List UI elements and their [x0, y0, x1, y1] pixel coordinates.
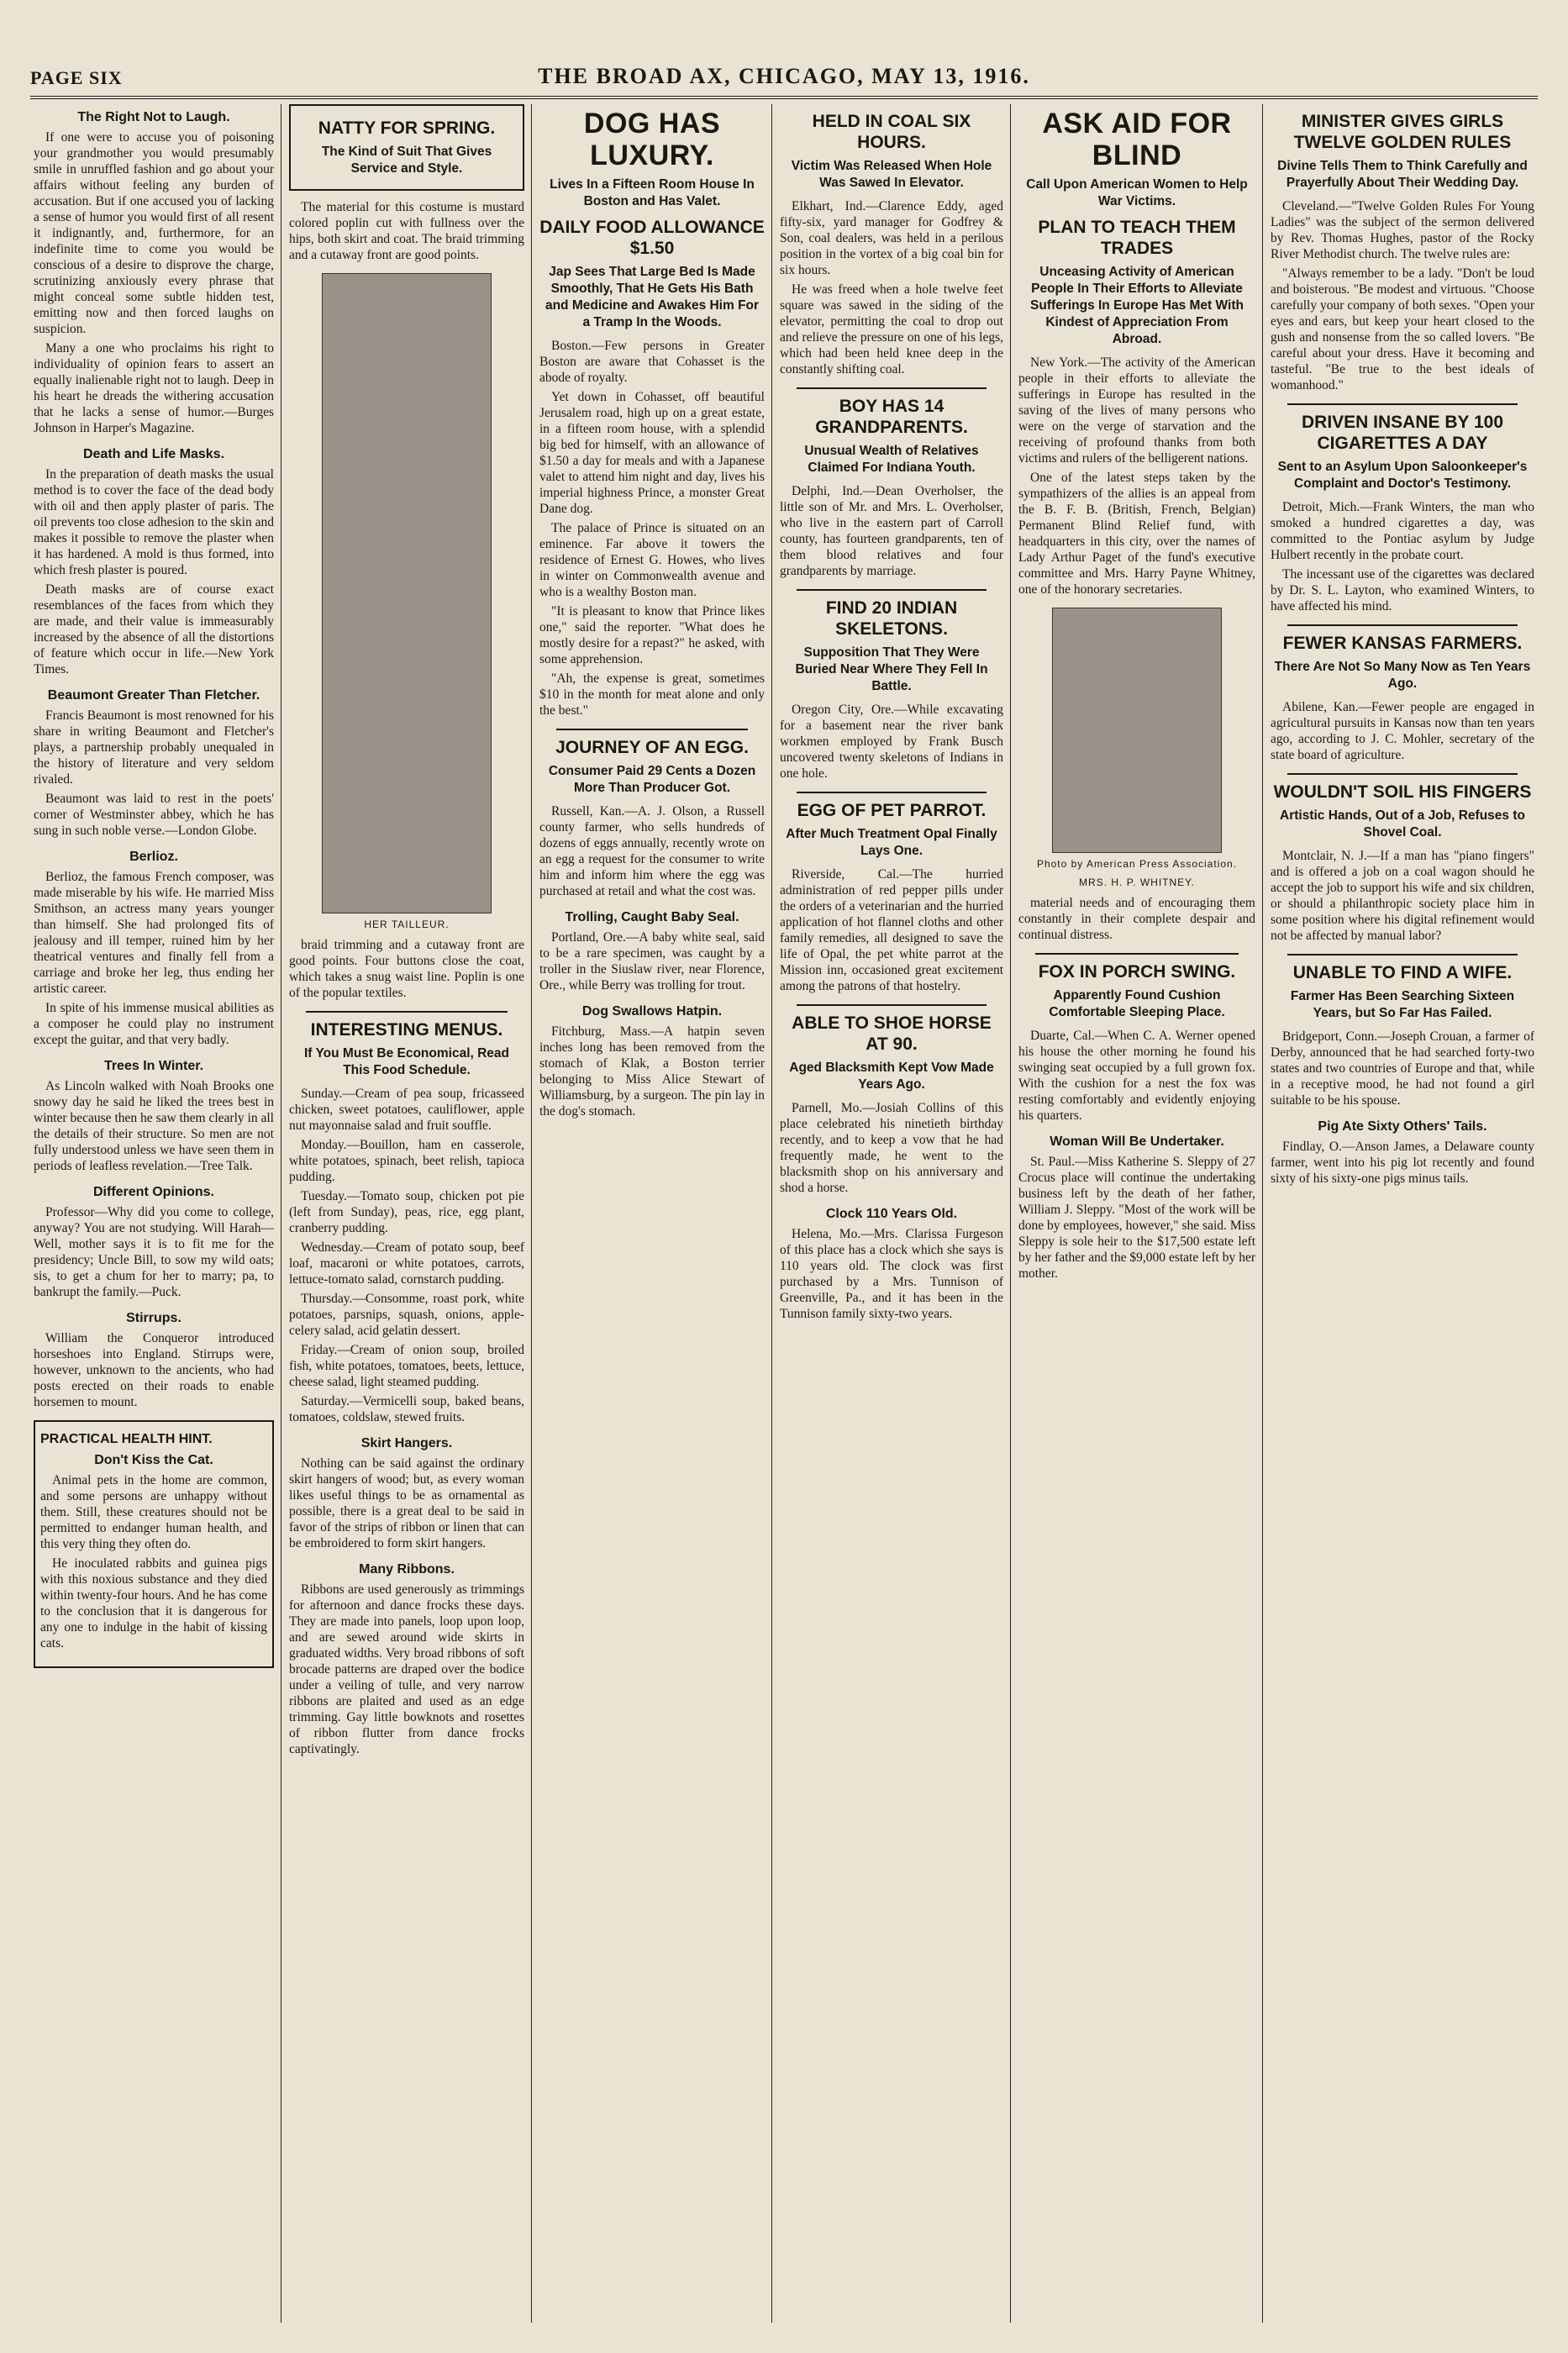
- article-stirrups: [34, 1310, 274, 1410]
- headline: PRACTICAL HEALTH HINT.: [40, 1432, 213, 1446]
- paragraph: Wednesday.—Cream of potato soup, beef loaf, macaroni or white potatoes, carrots, lettuce-tomato salad, cornstarch pudding.: [289, 1240, 524, 1287]
- divider: [1287, 773, 1518, 775]
- paragraph: Ribbons are used generously as trimmings for afternoon and dance frocks these days. They are made into panels, loop upon loop, and are sewed around wide skirts in graduated widths. Very broad ribbons of soft brocade patterns are draped over the bodice under a veiling of tulle, and very narrow ribbons are plaited and used as an edge trimming. Gay little bowknots and rosettes of ribbon flutter from dance frocks captivatingly.: [289, 1582, 524, 1756]
- article-skirt-hangers: [289, 1435, 524, 1551]
- deck: Apparently Found Cushion Comfortable Sleeping Place.: [1049, 988, 1225, 1019]
- divider: [1287, 403, 1518, 405]
- article-pig-tails: [1271, 1119, 1534, 1187]
- article-undertaker: [1018, 1134, 1255, 1282]
- divider: [1287, 624, 1518, 626]
- paragraph: Yet down in Cohasset, off beautiful Jerusalem road, high up on a great estate, in a fifteen room house, with a splendid big bed for himself, with an allowance of $1.50 a day for meals and with a Japanese valet to attend him night and day, lives his imperial highness Prince, a monster Great Dane dog.: [539, 390, 765, 516]
- headline: Clock 110 Years Old.: [825, 1207, 958, 1221]
- paragraph: Parnell, Mo.—Josiah Collins of this place celebrated his ninetieth birthday recently, and to keep a vow that he had frequently made, he went to the blacksmith shop on his anniversary and shod a horse.: [780, 1101, 1003, 1195]
- article-health-hint: [40, 1472, 267, 1651]
- column-2: [289, 104, 524, 2323]
- article-kansas-farmers: [1271, 633, 1534, 763]
- headline: Berlioz.: [129, 850, 178, 864]
- paragraph: "It is pleasant to know that Prince likes one," said the reporter. "What does he mostly desire for a repast?" he asked, with some apprehension.: [539, 604, 765, 666]
- article-fashion: [289, 199, 524, 263]
- paragraph: "Ah, the expense is great, sometimes $10 in the month for meat alone and only the best.": [539, 671, 765, 718]
- column-rule: [1010, 104, 1011, 2323]
- paragraph: "Always remember to be a lady. "Don't be loud and boisterous. "Be modest and virtuous. "Choose carefully your company of both sexes. "Open your eyes and ears, but keep your heart closed to the gush and nonsense from the so called lovers. "Be careful about your dress. Have it becoming and tasteful. "Be true to the best ideals of womanhood.": [1271, 266, 1534, 392]
- deck: The Kind of Suit That Gives Service and Style.: [321, 145, 492, 176]
- paragraph: material needs and of encouraging them constantly in their complete despair and continual distress.: [1018, 896, 1255, 942]
- column-rule: [1262, 104, 1263, 2323]
- paragraph: The palace of Prince is situated on an eminence. Far above it towers the residence of Ernest G. Howes, who lives in winter on Commonwealth avenue and who is a wealthy Boston man.: [539, 521, 765, 599]
- photo-caption: MRS. H. P. WHITNEY.: [1079, 876, 1195, 888]
- column-1: [34, 104, 274, 2323]
- article-old-clock: [780, 1206, 1003, 1322]
- deck: Victim Was Released When Hole Was Sawed In Elevator.: [791, 159, 992, 190]
- deck: Divine Tells Them to Think Carefully and Prayerfully About Their Wedding Day.: [1277, 159, 1528, 190]
- fashion-box: [289, 104, 524, 191]
- article-menus: [289, 1019, 524, 1425]
- column-6: [1271, 104, 1534, 2323]
- paragraph: Montclair, N. J.—If a man has "piano fingers" and is offered a job on a coal wagon should he accept the job to support his wife and six children, or should a philanthropic society place him in some position where his digital refinement would not be affected by manual labor?: [1271, 849, 1534, 943]
- headline: EGG OF PET PARROT.: [797, 801, 987, 820]
- paragraph: Animal pets in the home are common, and some persons are unhappy without them. Still, these creatures should not be permitted to endanger human health, and this very thing they often do.: [40, 1473, 267, 1551]
- column-3: [539, 104, 765, 2323]
- subhead: Don't Kiss the Cat.: [94, 1453, 213, 1467]
- headline: Death and Life Masks.: [82, 447, 225, 461]
- headline: Skirt Hangers.: [360, 1436, 453, 1450]
- article-trees-in-winter: [34, 1058, 274, 1174]
- masthead: [30, 59, 1538, 99]
- headline: Woman Will Be Undertaker.: [1050, 1134, 1224, 1149]
- headline: FOX IN PORCH SWING.: [1038, 962, 1236, 982]
- article-dog-luxury: [539, 108, 765, 719]
- deck: Call Upon American Women to Help War Victims.: [1026, 177, 1248, 208]
- divider: [1287, 954, 1518, 955]
- paragraph: Cleveland.—"Twelve Golden Rules For Young Ladies" was the subject of the sermon delivered by Rev. Thomas Hughes, pastor of the Rocky River Methodist church. The twelve rules are:: [1271, 199, 1534, 261]
- article-indian-skeletons: [780, 597, 1003, 782]
- paragraph: braid trimming and a cutaway front are good points. Four buttons close the coat, which takes a snug waist line. Poplin is one of the popular textiles.: [289, 938, 524, 1000]
- paragraph: Saturday.—Vermicelli soup, baked beans, tomatoes, coldslaw, stewed fruits.: [289, 1394, 524, 1424]
- article-dog-hatpin: [539, 1003, 765, 1119]
- subhead: DAILY FOOD ALLOWANCE $1.50: [539, 218, 765, 258]
- paragraph: Riverside, Cal.—The hurried administration of red pepper pills under the orders of a veterinarian and the hurried application of hot flannel cloths and other family remedies, all designed to save the life of Opal, the pet white parrot at the Mission inn, occasioned great excitement among the patrons of that hostelry.: [780, 867, 1003, 993]
- article-different-opinions: [34, 1184, 274, 1300]
- article-many-ribbons: [289, 1561, 524, 1757]
- paragraph: In the preparation of death masks the usual method is to cover the face of the dead body with oil and then apply plaster of paris. The oil prevents too close adhesion to the skin and makes it possible to remove the plaster when it has hardened. A mold is thus formed, into which fresh plaster is poured.: [34, 467, 274, 577]
- headline: Trolling, Caught Baby Seal.: [565, 910, 739, 924]
- column-rule: [281, 104, 282, 2323]
- headline: HELD IN COAL SIX HOURS.: [812, 112, 971, 152]
- photo-caption: HER TAILLEUR.: [364, 919, 450, 930]
- headline: UNABLE TO FIND A WIFE.: [1292, 963, 1513, 982]
- column-rule: [771, 104, 772, 2323]
- article-cigarettes: [1271, 412, 1534, 614]
- headline: BOY HAS 14 GRANDPARENTS.: [815, 397, 968, 437]
- headline: MINISTER GIVES GIRLS TWELVE GOLDEN RULES: [1293, 112, 1512, 152]
- article-soil-fingers: [1271, 782, 1534, 944]
- column-5: [1018, 104, 1255, 2323]
- headline: Beaumont Greater Than Fletcher.: [47, 688, 260, 703]
- article-right-not-to-laugh: [34, 109, 274, 436]
- paragraph: The material for this costume is mustard colored poplin cut with fullness over the hips, both skirt and coat. The braid trimming and a cutaway front are good points.: [289, 200, 524, 262]
- article-pet-parrot: [780, 800, 1003, 994]
- paragraph: In spite of his immense musical abilities as a composer he could play no instrument except the guitar, and that very badly.: [34, 1001, 274, 1047]
- paragraph: Oregon City, Ore.—While excavating for a basement near the river bank workmen employed by Frank Busch uncovered twenty skeletons of Indians in one hole.: [780, 703, 1003, 781]
- paragraph: Bridgeport, Conn.—Joseph Crouan, a farmer of Derby, announced that he had searched forty-two states and two countries of Europe and that, while in a receptive mood, he had not found a girl suitable to be his spouse.: [1271, 1029, 1534, 1108]
- divider: [797, 589, 987, 591]
- health-hint-box: [34, 1420, 274, 1668]
- article-find-wife: [1271, 962, 1534, 1108]
- article-shoe-horse: [780, 1013, 1003, 1196]
- divider: [797, 1004, 987, 1006]
- paragraph: Tuesday.—Tomato soup, chicken pot pie (left from Sunday), peas, rice, egg plant, cranberry pudding.: [289, 1189, 524, 1235]
- headline: ASK AID FOR BLIND: [1042, 108, 1232, 171]
- deck: Jap Sees That Large Bed Is Made Smoothly, That He Gets His Bath and Medicine and Awakes Him For a Tramp In the Woods.: [545, 265, 760, 329]
- article-baby-seal: [539, 909, 765, 993]
- headline: NATTY FOR SPRING.: [318, 118, 496, 138]
- paragraph: Portland, Ore.—A baby white seal, said to be a rare specimen, was caught by a troller in the Siuslaw river, near Florence, Ore., while Berry was trolling for trout.: [539, 930, 765, 992]
- divider: [797, 387, 987, 389]
- headline: Trees In Winter.: [103, 1059, 204, 1073]
- headline: FIND 20 INDIAN SKELETONS.: [825, 598, 958, 639]
- paragraph: Duarte, Cal.—When C. A. Werner opened his house the other morning he found his swinging seat occupied by a full grown fox. With the cushion for a nest the fox was resting comfortably and evidently enjoying his quarters.: [1018, 1029, 1255, 1123]
- paragraph: Friday.—Cream of onion soup, broiled fish, white potatoes, tomatoes, beets, lettuce, cheese salad, light steamed pudding.: [289, 1343, 524, 1389]
- article-aid-for-blind: [1018, 108, 1255, 597]
- paragraph: As Lincoln walked with Noah Brooks one snowy day he said he liked the trees best in winter because then he saw them clearly in all the details of their structure. So men are not fully understood unless we have seen them in periods of leafless revelation.—Tree Talk.: [34, 1079, 274, 1173]
- divider: [797, 792, 987, 793]
- deck: Lives In a Fifteen Room House In Boston and Has Valet.: [550, 177, 755, 208]
- paragraph: Many a one who proclaims his right to individuality of opinion fears to assert an equally inalienable right not to laugh. Deep in his heart he dreads the withering accusation that he lacks a sense of humor.—Burges Johnson in Harper's Magazine.: [34, 341, 274, 435]
- article-beaumont: [34, 687, 274, 839]
- headline: ABLE TO SHOE HORSE AT 90.: [792, 1013, 992, 1054]
- paragraph: Abilene, Kan.—Fewer people are engaged in agricultural pursuits in Kansas now than ten years ago, according to J. C. Mohler, secretary of the state board of agriculture.: [1271, 700, 1534, 762]
- paragraph: Delphi, Ind.—Dean Overholser, the little son of Mr. and Mrs. L. Overholser, who live in the eastern part of Carroll county, has fourteen grandparents, ten of them blood relatives and four grandparents by marriage.: [780, 484, 1003, 578]
- article-fashion-cont: [289, 937, 524, 1001]
- divider: [306, 1011, 508, 1013]
- headline: WOULDN'T SOIL HIS FINGERS: [1273, 782, 1532, 802]
- paragraph: Detroit, Mich.—Frank Winters, the man who smoked a hundred cigarettes a day, was committed to the Pontiac asylum by Judge Hulbert recently in the probate court.: [1271, 500, 1534, 562]
- paragraph: Russell, Kan.—A. J. Olson, a Russell county farmer, who sells hundreds of dozens of eggs annually, recently wrote on an egg a request for the consumer to write him and inform him where the egg was purchased at retail and what the cost was.: [539, 804, 765, 898]
- article-death-masks: [34, 446, 274, 677]
- paragraph: Elkhart, Ind.—Clarence Eddy, aged fifty-six, yard manager for Godfrey & Son, coal dealers, was held in a perilous position in the vortex of a big coal bin for six hours.: [780, 199, 1003, 277]
- fashion-illustration: [322, 273, 492, 913]
- headline: Stirrups.: [126, 1311, 182, 1325]
- paragraph: Francis Beaumont is most renowned for his share in writing Beaumont and Fletcher's plays, a partnership probably unequaled in the history of literature and very seldom rivaled.: [34, 708, 274, 787]
- headline: Pig Ate Sixty Others' Tails.: [1318, 1119, 1487, 1134]
- paragraph: Sunday.—Cream of pea soup, fricasseed chicken, sweet potatoes, cauliflower, apple nut mayonnaise salad and fruit souffle.: [289, 1087, 524, 1133]
- paragraph: He inoculated rabbits and guinea pigs with this noxious substance and they died within twenty-four hours. And he has come to the conclusion that it is dangerous for any one to indulge in the habit of kissing cats.: [40, 1556, 267, 1650]
- paragraph: Thursday.—Consomme, roast pork, white potatoes, parsnips, squash, onions, apple-celery salad, acid gelatin dessert.: [289, 1292, 524, 1338]
- paragraph: If one were to accuse you of poisoning your grandmother you would presumably smile in unruffled fashion and go about your affairs without feeling any burden of accusation. But if one accused you of lacking a sense of humor you would first of all resent it indignantly, and, furthermore, for an indefinite time to come you would be conscious of a desire to disprove the charge, scrutinizing anxiously every phrase that might conceal some subtle hidden test, emitting now and then forced laughs on suspicion.: [34, 130, 274, 336]
- paragraph: One of the latest steps taken by the sympathizers of the allies is an appeal from the B. F. B. (British, French, Belgian) Permanent Blind Relief fund, with headquarters in this city, over the names of Lady Arthur Paget of the fund's executive committee and Mrs. Harry Payne Whitney, one of the honorary secretaries.: [1018, 471, 1255, 597]
- deck: Unceasing Activity of American People In Their Efforts to Alleviate Sufferings In Europe Has Met With Kindest of Appreciation From Abroad.: [1030, 265, 1244, 346]
- paragraph: The incessant use of the cigarettes was declared by Dr. S. L. Layton, who examined Winters, to have affected his mind.: [1271, 567, 1534, 613]
- paragraph: Death masks are of course exact resemblances of the faces from which they are made, and their value is immeasurably increased by the absence of all the distortions of feature which occur in life.—New York Times.: [34, 582, 274, 676]
- paragraph: Berlioz, the famous French composer, was made miserable by his wife. He married Miss Smithson, an actress many years younger than himself. She had prolonged fits of jealousy and ill temper, ruined him by her theatrical ventures and finally fell from a carriage and broke her leg, thus ending her artistic career.: [34, 870, 274, 996]
- paragraph: He was freed when a hole twelve feet square was sawed in the siding of the elevator, permitting the coal to drop out and relieve the pressure on one of his legs, which had been held knee deep in the constantly shifting coal.: [780, 282, 1003, 376]
- article-egg-journey: [539, 737, 765, 899]
- headline: FEWER KANSAS FARMERS.: [1282, 634, 1523, 653]
- deck: Aged Blacksmith Kept Vow Made Years Ago.: [789, 1061, 994, 1092]
- divider: [556, 729, 748, 730]
- deck: Consumer Paid 29 Cents a Dozen More Than Producer Got.: [548, 764, 756, 795]
- deck: Sent to an Asylum Upon Saloonkeeper's Complaint and Doctor's Testimony.: [1277, 460, 1528, 491]
- deck: If You Must Be Economical, Read This Food Schedule.: [303, 1046, 510, 1077]
- deck: There Are Not So Many Now as Ten Years Ago.: [1274, 660, 1531, 691]
- article-held-in-coal: [780, 111, 1003, 377]
- headline: DRIVEN INSANE BY 100 CIGARETTES A DAY: [1301, 413, 1504, 453]
- headline: JOURNEY OF AN EGG.: [555, 738, 749, 757]
- headline: Different Opinions.: [93, 1185, 214, 1199]
- headline: The Right Not to Laugh.: [77, 110, 230, 124]
- page-number: PAGE SIX: [30, 67, 123, 88]
- deck: Artistic Hands, Out of a Job, Refuses to Shovel Coal.: [1280, 808, 1525, 840]
- paragraph: St. Paul.—Miss Katherine S. Sleppy of 27 Crocus place will continue the undertaking business left by the death of her father, William J. Sleppy. "Most of the work will be done by employees, however," she said. Miss Sleppy is sole heir to the $17,500 estate left by her father and the $9,000 estate left by her mother.: [1018, 1155, 1255, 1281]
- portrait-photo: [1052, 608, 1222, 853]
- subhead: PLAN TO TEACH THEM TRADES: [1038, 218, 1236, 258]
- photo-credit: Photo by American Press Association.: [1036, 858, 1238, 870]
- headline: INTERESTING MENUS.: [310, 1020, 503, 1040]
- masthead-title: THE BROAD AX, CHICAGO, MAY 13, 1916.: [538, 64, 1030, 88]
- article-aid-for-blind-cont: [1018, 895, 1255, 943]
- divider: [1035, 953, 1239, 955]
- paragraph: Fitchburg, Mass.—A hatpin seven inches long has been removed from the stomach of Klak, a Boston terrier belonging to Miss Alice Stewart of Williamsburg, by a surgeon. The pin lay in the dog's stomach.: [539, 1024, 765, 1119]
- column-rule: [531, 104, 532, 2323]
- paragraph: Beaumont was laid to rest in the poets' corner of Westminster abbey, which he has sung in such noble verse.—London Globe.: [34, 792, 274, 838]
- paragraph: Nothing can be said against the ordinary skirt hangers of wood; but, as every woman likes useful things to be as ornamental as possible, there is a great deal to be said in favor of the strips of ribbon or linen that can be embroidered to form skirt hangers.: [289, 1456, 524, 1550]
- paragraph: New York.—The activity of the American people in their efforts to alleviate the sufferings in Europe has resulted in the saving of the lives of many persons who were on the verge of starvation and the receiving of profound thanks from both victims and rulers of the belligerent nations.: [1018, 355, 1255, 466]
- article-golden-rules: [1271, 111, 1534, 393]
- article-grandparents: [780, 396, 1003, 579]
- article-berlioz: [34, 849, 274, 1048]
- paragraph: Professor—Why did you come to college, anyway? You are not studying. Will Harah—Well, mother says it is to fit me for the presidency; Uncle Bill, to sow my wild oats; sis, to get a chum for her to marry; pa, to bankrupt the family.—Puck.: [34, 1205, 274, 1299]
- paragraph: William the Conqueror introduced horseshoes into England. Stirrups were, however, unknown to the ancients, who had posts erected on their roads to enable horsemen to mount.: [34, 1331, 274, 1409]
- headline: Dog Swallows Hatpin.: [581, 1004, 723, 1019]
- deck: Supposition That They Were Buried Near Where They Fell In Battle.: [795, 645, 988, 693]
- deck: Unusual Wealth of Relatives Claimed For Indiana Youth.: [804, 444, 979, 475]
- headline: Many Ribbons.: [359, 1562, 455, 1577]
- article-fox-porch: [1018, 961, 1255, 1124]
- deck: Farmer Has Been Searching Sixteen Years, but So Far Has Failed.: [1290, 989, 1515, 1020]
- headline: DOG HAS LUXURY.: [583, 108, 721, 171]
- paragraph: Monday.—Bouillon, ham en casserole, white potatoes, spinach, beet relish, tapioca pudding.: [289, 1138, 524, 1184]
- paragraph: Boston.—Few persons in Greater Boston are aware that Cohasset is the abode of royalty.: [539, 339, 765, 385]
- paragraph: Helena, Mo.—Mrs. Clarissa Furgeson of this place has a clock which she says is 110 years old. The clock was first purchased by a Mrs. Tunnison of Greenville, Pa., and it has been in the Tunnison family sixty-two years.: [780, 1227, 1003, 1321]
- paragraph: Findlay, O.—Anson James, a Delaware county farmer, went into his pig lot recently and found sixty of his sixty-one pigs minus tails.: [1271, 1140, 1534, 1186]
- column-4: [780, 104, 1003, 2323]
- deck: After Much Treatment Opal Finally Lays One.: [786, 827, 997, 858]
